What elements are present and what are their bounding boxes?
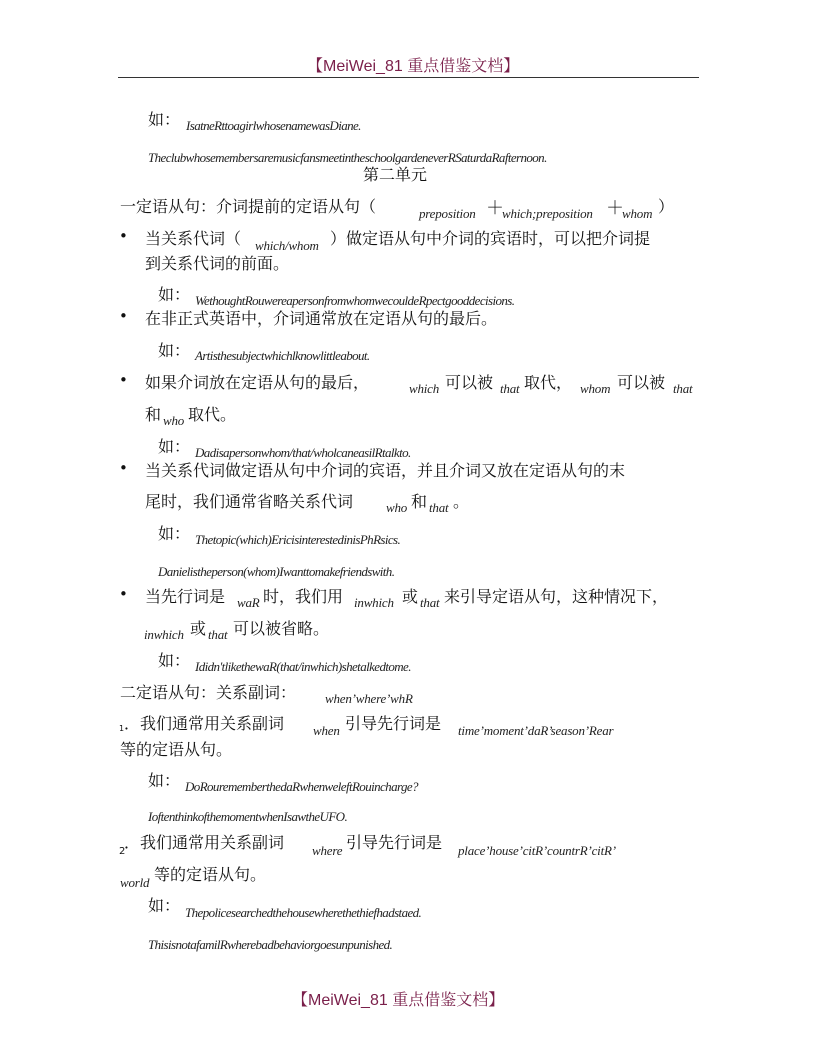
plus-sign: ＋: [606, 198, 624, 219]
bullet-text: 或: [402, 587, 419, 606]
term: that: [420, 595, 440, 610]
example-sentence: Dadisapersonwhom/that/wholcaneasilRtalkto.: [195, 445, 411, 460]
term: that: [429, 500, 449, 515]
bullet-text: 在非正式英语中，介词通常放在定语从句的最后。: [145, 309, 498, 328]
term: which;preposition: [502, 206, 593, 221]
item-number: 2: [119, 846, 126, 857]
example-prefix: 如：: [158, 437, 191, 456]
bullet-text: 和: [145, 405, 162, 424]
bullet-dot: •: [119, 227, 128, 245]
term: who: [163, 413, 185, 428]
example-prefix: 如：: [158, 651, 191, 670]
term: which: [409, 381, 440, 396]
example-prefix: 如：: [158, 341, 191, 360]
bullet-text: 当关系代词做定语从句中介词的宾语，并且介词又放在定语从句的末: [145, 461, 626, 480]
bullet-text: 当先行词是: [145, 587, 226, 606]
item-number: 1: [119, 724, 125, 733]
term: waR: [237, 595, 260, 610]
plus-sign: ＋: [486, 198, 504, 219]
item-text: 引导先行词是: [345, 714, 442, 733]
section-title: 二定语从句：关系副词：: [120, 683, 297, 702]
term: when: [313, 723, 340, 738]
bullet-text: 可以被: [617, 373, 666, 392]
section-title: 一定语从句：介词提前的定语从句（: [120, 197, 377, 216]
example-prefix: 如：: [148, 896, 181, 915]
bullet-text: 时，我们用: [263, 587, 344, 606]
example-prefix: 如：: [148, 771, 181, 790]
header-rule: [118, 77, 699, 78]
bullet-text: 可以被: [445, 373, 494, 392]
example-sentence: Thepolicesearchedthehousewherethethiefhadstaed.: [185, 905, 422, 920]
item-text: 等的定语从句。: [154, 865, 267, 884]
bullet-text: ）做定语从句中介词的宾语时，可以把介词提: [330, 229, 651, 248]
term: time’moment’daR’season’Rear: [458, 723, 614, 738]
bullet-text: 。: [453, 492, 470, 511]
example-sentence: Ididn'tlikethewaR(that/inwhich)shetalkedtome.: [195, 659, 411, 674]
term: where: [312, 843, 343, 858]
bullet-dot: •: [119, 371, 128, 389]
bullet-text: 当关系代词（: [145, 229, 242, 248]
bullet-text: 取代。: [188, 405, 237, 424]
bullet-dot: •: [119, 585, 128, 603]
bullet-text: 取代，: [524, 373, 573, 392]
bullet-text: 到关系代词的前面。: [145, 254, 290, 273]
example-prefix: 如：: [148, 110, 181, 129]
bullet-dot: •: [119, 459, 128, 477]
bullet-dot: •: [119, 307, 128, 325]
example-sentence: Artisthesubjectwhichlknowlittleabout.: [195, 348, 370, 363]
term: whom: [580, 381, 611, 396]
term: place’house’citR’countrR’citR’: [458, 843, 616, 858]
example-sentence: IsatneRttoagirlwhosenamewasDiane.: [186, 118, 361, 133]
term: world: [120, 875, 150, 890]
term: that: [208, 627, 228, 642]
example-sentence: Danielistheperson(whom)Iwanttomakefriendswith.: [158, 564, 395, 579]
bullet-text: 如果介词放在定语从句的最后，: [145, 373, 370, 392]
term: that: [673, 381, 693, 396]
term: whom: [622, 206, 653, 221]
term: inwhich: [144, 627, 184, 642]
term: when’where’whR: [325, 691, 413, 706]
example-sentence: WethoughtRouwereapersonfromwhomwecouldeRpectgooddecisions.: [195, 293, 515, 308]
bullet-text: 可以被省略。: [233, 619, 330, 638]
example-sentence: IoftenthinkofthemomentwhenIsawtheUFO.: [148, 809, 348, 824]
term: that: [500, 381, 520, 396]
example-sentence: ThisisnotafamilRwherebadbehaviorgoesunpunished.: [148, 937, 393, 952]
bullet-text: 和: [411, 492, 428, 511]
page-header: 【MeiWei_81 重点借鉴文档】: [307, 58, 520, 75]
example-prefix: 如：: [158, 524, 191, 543]
bullet-text: 或: [190, 619, 207, 638]
bullet-text: 尾时，我们通常省略关系代词: [145, 492, 354, 511]
bullet-text: 来引导定语从句，这种情况下，: [444, 587, 669, 606]
page-footer: 【MeiWei_81 重点借鉴文档】: [292, 992, 505, 1009]
term: preposition: [419, 206, 476, 221]
example-sentence: Thetopic(which)EricisinterestedinisPhRsics.: [195, 532, 401, 547]
term: inwhich: [354, 595, 394, 610]
unit-title: 第二单元: [363, 165, 428, 184]
term: which/whom: [255, 238, 319, 253]
example-prefix: 如：: [158, 285, 191, 304]
item-text: ．我们通常用关系副词: [124, 714, 285, 733]
item-text: ．我们通常用关系副词: [124, 833, 285, 852]
example-sentence: TheclubwhosemembersaremusicfansmeetintheschoolgardeneverRSaturdaRafternoon.: [148, 150, 547, 165]
section-title-end: ）: [658, 197, 675, 216]
item-text: 引导先行词是: [346, 833, 443, 852]
term: who: [386, 500, 408, 515]
example-sentence: DoRourememberthedaRwhenweleftRouincharge?: [185, 779, 418, 794]
item-text: 等的定语从句。: [120, 740, 233, 759]
